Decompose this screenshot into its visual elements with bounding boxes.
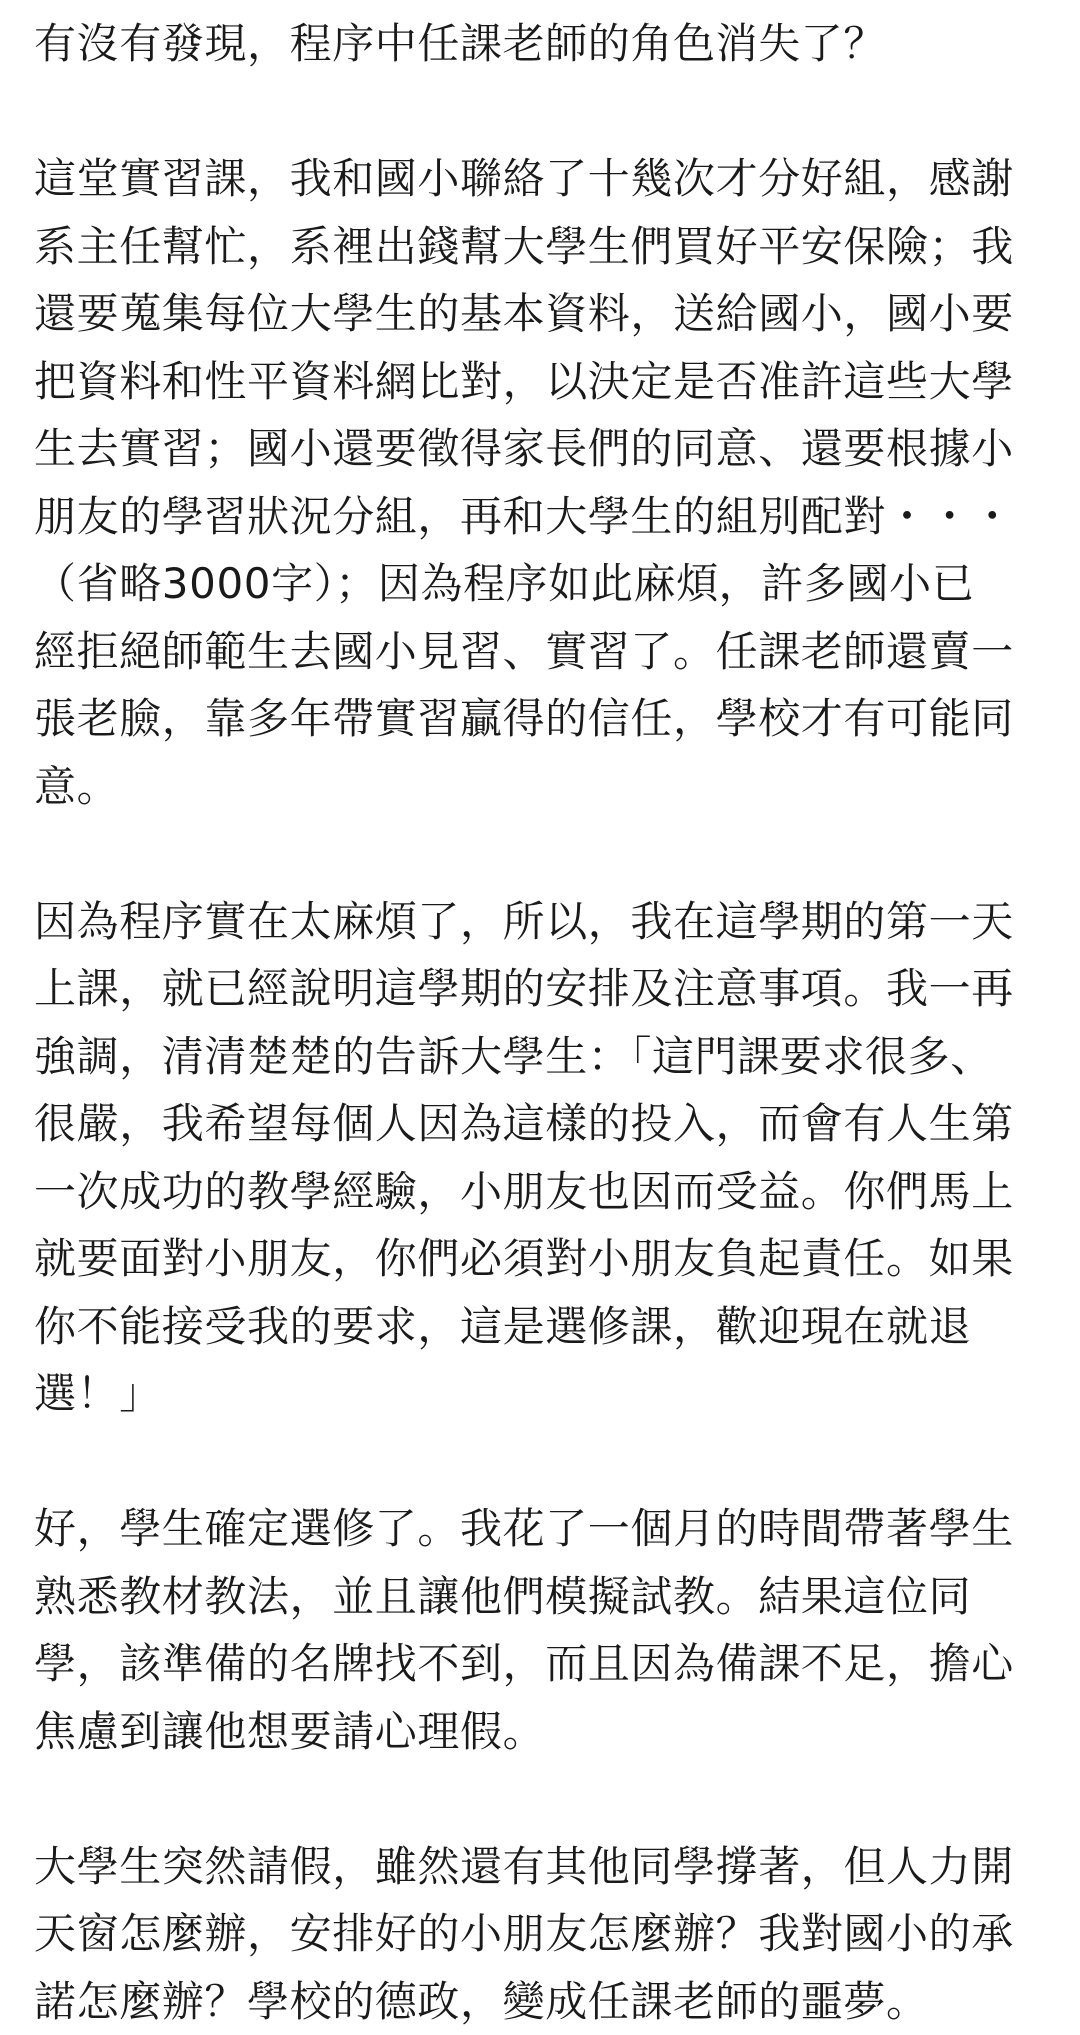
paragraph-4: 好，學生確定選修了。我花了一個月的時間帶著學生 熟悉教材教法，並且讓他們模擬試教。結果這位同 學，該準備的名牌找不到，而且因為備課不足，擔心 焦慮到讓他想要請心理假。: [34, 1495, 1046, 1765]
paragraph-2: 這堂實習課，我和國小聯絡了十幾次才分好組，感謝 系主任幫忙，系裡出錢幫大學生們買好平安保險；我 還要蒐集每位大學生的基本資料，送給國小，國小要 把資料和性平資料網比對，以決定是否准許這些大學 生去實習；國小還要徵得家長們的同意、還要根據小 朋友的學習狀況分組，再和大學生的組別配對・・・ （省略3000字）；因為程序如此麻煩，許多國小已 經拒絕師範生去國小見習、實習了。任課老師還賣一 張老臉，靠多年帶實習贏得的信任，學校才有可能同 意。: [34, 145, 1046, 820]
paragraph-5: 大學生突然請假，雖然還有其他同學撐著，但人力開 天窗怎麼辦，安排好的小朋友怎麼辦？我對國小的承 諾怎麼辦？學校的德政，變成任課老師的噩夢。: [34, 1833, 1046, 2035]
paragraph-3: 因為程序實在太麻煩了，所以，我在這學期的第一天 上課，就已經說明這學期的安排及注意事項。我一再 強調，清清楚楚的告訴大學生：「這門課要求很多、 很嚴，我希望每個人因為這樣的投入，而會有人生第 一次成功的教學經驗，小朋友也因而受益。你們馬上 就要面對小朋友，你們必須對小朋友負起責任。如果 你不能接受我的要求，這是選修課，歡迎現在就退 選！」: [34, 888, 1046, 1428]
paragraph-1: 有沒有發現，程序中任課老師的角色消失了？: [34, 10, 1046, 78]
